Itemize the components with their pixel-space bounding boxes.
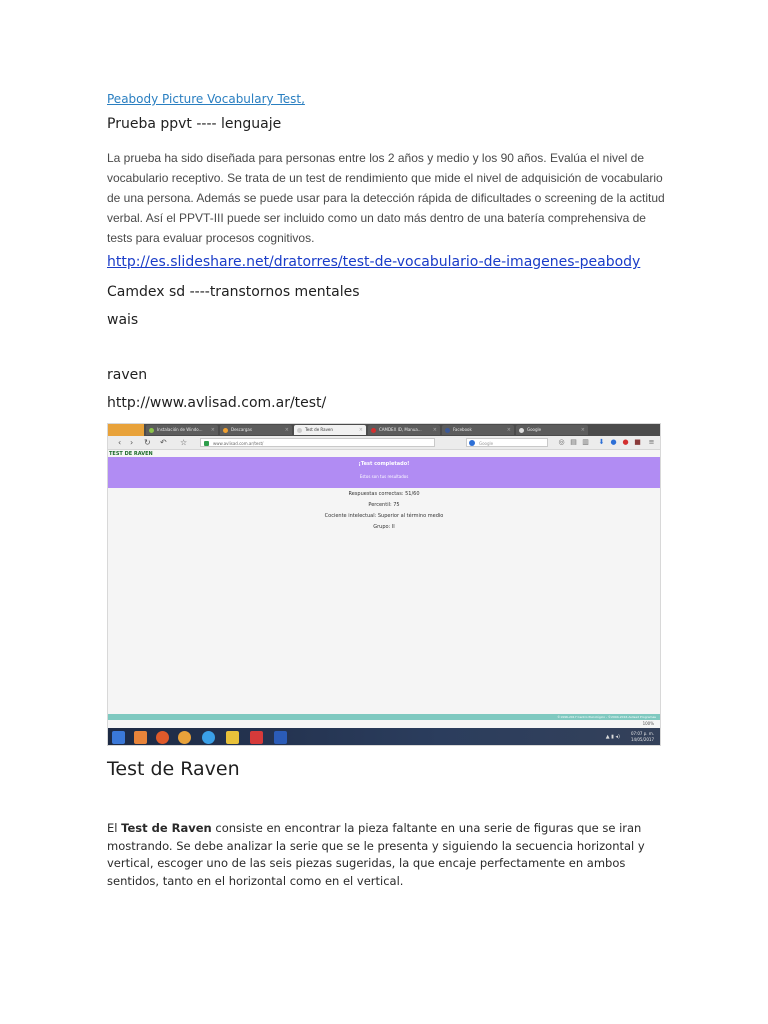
completed-banner xyxy=(108,457,660,488)
tab-label: Google xyxy=(527,427,542,432)
page-footer: ©1996-2017 Centro Psicológico - ©2004-2016 Avlisad Programas xyxy=(108,714,660,720)
browser-tab[interactable] xyxy=(442,425,514,435)
browser-tab[interactable] xyxy=(146,425,218,435)
chrome-icon[interactable] xyxy=(178,731,191,744)
pocket-icon[interactable]: ● xyxy=(610,438,617,446)
tab-label: Facebook xyxy=(453,427,472,432)
peabody-link[interactable]: Peabody Picture Vocabulary Test, xyxy=(107,92,305,106)
raven-intro: El xyxy=(107,821,122,835)
word-icon[interactable] xyxy=(274,731,287,744)
library-icon[interactable]: ▤ xyxy=(570,438,577,446)
completed-title: ¡Test completado! xyxy=(358,461,410,467)
completed-subtitle: Estos son tus resultados xyxy=(359,474,409,479)
system-tray-icon[interactable]: ▲ ▮ ◂) xyxy=(605,734,620,740)
ie-icon[interactable] xyxy=(202,731,215,744)
result-line: Cociente intelectual: Superior al término medio xyxy=(324,513,444,519)
raven-bold: Test de Raven xyxy=(121,821,212,835)
ppvt-line: Prueba ppvt ---- lenguaje xyxy=(107,116,282,132)
tab-label: Descargas xyxy=(231,427,252,432)
slideshare-link[interactable]: http://es.slideshare.net/dratorres/test-de-vocabulario-de-imagenes-peabody xyxy=(107,254,641,270)
addon-icon[interactable]: ● xyxy=(622,438,629,446)
reading-icon[interactable]: ◎ xyxy=(558,438,565,446)
search-placeholder: Google xyxy=(479,441,494,446)
raven-rest: consiste en encontrar la pieza faltante en una serie de figuras que se iran mostrando. Se debe analizar la serie que se le presenta y siguiendo la secuencia horizontal y vertical, escoger uno de las seis piezas sugeridas, la que encaje perfectamente en ambos sentidos, tanto en el horizontal como en el vertical. xyxy=(107,821,645,888)
tab-favicon-icon xyxy=(149,428,154,433)
tab-label: CAMDEX ID, Manua... xyxy=(379,427,422,432)
zoom-level: 100% xyxy=(642,721,654,726)
tab-label: Test de Raven xyxy=(305,427,333,432)
close-icon[interactable]: × xyxy=(284,427,289,433)
close-icon[interactable]: × xyxy=(210,427,215,433)
browser-logo xyxy=(108,424,144,436)
browser-tab[interactable] xyxy=(368,425,440,435)
result-line: Percentil: 75 xyxy=(368,502,400,508)
tab-favicon-icon xyxy=(223,428,228,433)
clock-time: 07:07 p. m. xyxy=(630,731,654,736)
firefox-icon[interactable] xyxy=(156,731,169,744)
browser-tab-active[interactable] xyxy=(294,425,366,435)
browser-tab[interactable] xyxy=(516,425,588,435)
close-icon[interactable]: × xyxy=(506,427,511,433)
embedded-screenshot xyxy=(107,423,661,746)
tab-label: Instalación de Windo... xyxy=(157,427,203,432)
browser-tab[interactable] xyxy=(220,425,292,435)
result-line: Respuestas correctas: 51/60 xyxy=(348,491,420,497)
section-title: Test de Raven xyxy=(107,758,240,780)
clock-date: 14/05/2017 xyxy=(630,737,654,742)
reload-icon[interactable]: ↻ xyxy=(144,438,151,447)
secure-site-icon xyxy=(204,441,209,446)
folder-icon[interactable] xyxy=(226,731,239,744)
forward-icon[interactable]: › xyxy=(130,438,134,447)
page-label: TEST DE RAVEN xyxy=(109,451,153,457)
status-bar xyxy=(108,720,660,728)
app-icon[interactable] xyxy=(250,731,263,744)
tab-favicon-icon xyxy=(519,428,524,433)
close-icon[interactable]: × xyxy=(358,427,363,433)
file-manager-icon[interactable] xyxy=(134,731,147,744)
camdex-line: Camdex sd ----transtornos mentales xyxy=(107,284,360,300)
bookmark-star-icon[interactable]: ☆ xyxy=(180,438,188,447)
url-text: www.avlisad.com.ar/test/ xyxy=(213,441,264,446)
search-engine-icon xyxy=(469,440,475,446)
close-icon[interactable]: × xyxy=(580,427,585,433)
wais-line: wais xyxy=(107,312,139,328)
address-toolbar xyxy=(108,436,660,450)
ppvt-paragraph: La prueba ha sido diseñada para personas entre los 2 años y medio y los 90 años. Evalúa el nivel de vocabulario receptivo. Se trata de un test de rendimiento que mide el nivel de adquisición de vocabulario de una persona. Además se puede usar para la detección rápida de dificultades o screening de la actitud verbal. Así el PPVT-III puede ser incluido como un dato más dentro de una batería comprehensiva de tests para evaluar procesos cognitivos. xyxy=(107,151,665,245)
result-line: Grupo: II xyxy=(373,524,395,530)
search-input[interactable] xyxy=(466,438,548,447)
sidebar-icon[interactable]: ▥ xyxy=(582,438,589,446)
raven-paragraph xyxy=(107,820,647,890)
raven-line: raven xyxy=(107,367,148,383)
browser-tab-bar xyxy=(108,424,660,436)
close-icon[interactable]: × xyxy=(432,427,437,433)
tab-favicon-icon xyxy=(297,428,302,433)
start-icon[interactable] xyxy=(112,731,125,744)
menu-icon[interactable]: ≡ xyxy=(648,438,655,446)
download-icon[interactable]: ⬇ xyxy=(598,438,605,446)
windows-taskbar xyxy=(108,728,660,746)
results-list xyxy=(108,489,660,533)
avlisad-url: http://www.avlisad.com.ar/test/ xyxy=(107,395,327,411)
tab-favicon-icon xyxy=(445,428,450,433)
tab-favicon-icon xyxy=(371,428,376,433)
history-icon[interactable]: ↶ xyxy=(160,438,167,447)
clock[interactable] xyxy=(631,731,654,743)
back-icon[interactable]: ‹ xyxy=(118,438,122,447)
extension-icon[interactable]: ■ xyxy=(634,438,641,446)
url-input[interactable] xyxy=(200,438,435,447)
